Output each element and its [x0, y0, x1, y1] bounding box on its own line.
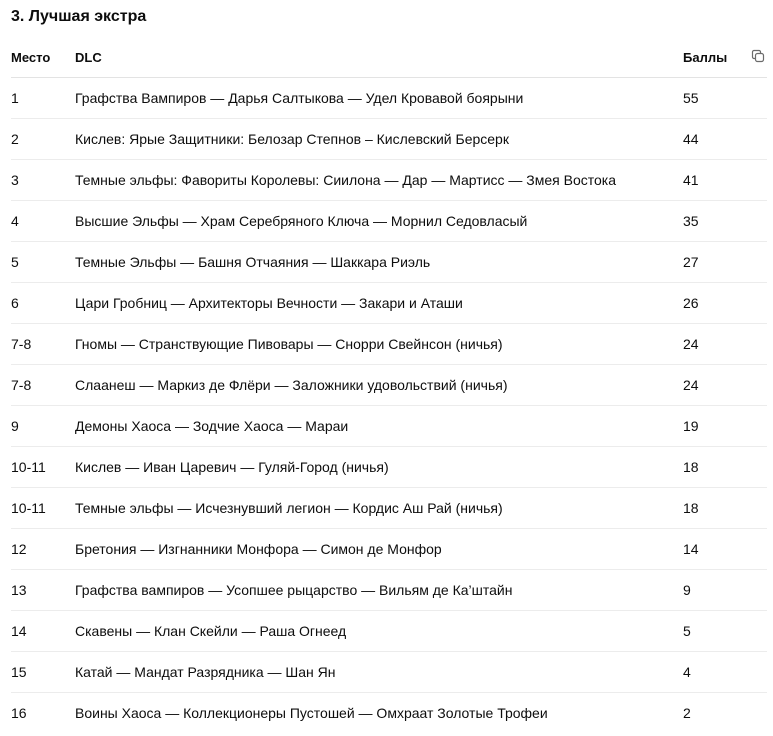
table-header-row — [11, 37, 767, 78]
table-row — [11, 201, 767, 242]
header-place: Место — [11, 37, 75, 78]
cell-points: 26 — [683, 283, 767, 324]
cell-points: 5 — [683, 611, 767, 652]
cell-dlc: Графства вампиров — Усопшее рыцарство — Вильям де Ка’штайн — [75, 570, 683, 611]
table-row — [11, 406, 767, 447]
table-row — [11, 324, 767, 365]
cell-place: 15 — [11, 652, 75, 693]
cell-dlc: Демоны Хаоса — Зодчие Хаоса — Мараи — [75, 406, 683, 447]
table-row — [11, 611, 767, 652]
cell-place: 9 — [11, 406, 75, 447]
table-row — [11, 652, 767, 693]
cell-place: 7-8 — [11, 365, 75, 406]
cell-dlc: Темные эльфы — Исчезнувший легион — Кордис Аш Рай (ничья) — [75, 488, 683, 529]
header-dlc: DLC — [75, 37, 683, 78]
cell-dlc: Кислев: Ярые Защитники: Белозар Степнов – Кислевский Берсерк — [75, 119, 683, 160]
cell-dlc: Скавены — Клан Скейли — Раша Огнеед — [75, 611, 683, 652]
table-row — [11, 570, 767, 611]
copy-icon[interactable] — [751, 49, 765, 63]
cell-points: 55 — [683, 78, 767, 119]
cell-dlc: Бретония — Изгнанники Монфора — Симон де Монфор — [75, 529, 683, 570]
cell-dlc: Цари Гробниц — Архитекторы Вечности — Закари и Аташи — [75, 283, 683, 324]
cell-points: 24 — [683, 324, 767, 365]
cell-place: 4 — [11, 201, 75, 242]
cell-points: 27 — [683, 242, 767, 283]
header-points — [683, 37, 767, 78]
cell-dlc: Катай — Мандат Разрядника — Шан Ян — [75, 652, 683, 693]
table-row — [11, 529, 767, 570]
cell-dlc: Гномы — Странствующие Пивовары — Снорри Свейнсон (ничья) — [75, 324, 683, 365]
cell-place: 10-11 — [11, 447, 75, 488]
cell-points: 18 — [683, 447, 767, 488]
cell-dlc: Темные эльфы: Фавориты Королевы: Сиилона — Дар — Мартисс — Змея Востока — [75, 160, 683, 201]
header-points-label: Баллы — [683, 49, 728, 65]
cell-dlc: Графства Вампиров — Дарья Салтыкова — Удел Кровавой боярыни — [75, 78, 683, 119]
table-row — [11, 78, 767, 119]
cell-points: 4 — [683, 652, 767, 693]
cell-place: 5 — [11, 242, 75, 283]
cell-points: 44 — [683, 119, 767, 160]
cell-dlc: Слаанеш — Маркиз де Флёри — Заложники удовольствий (ничья) — [75, 365, 683, 406]
cell-points: 2 — [683, 705, 691, 721]
cell-place: 7-8 — [11, 324, 75, 365]
cell-dlc: Темные Эльфы — Башня Отчаяния — Шаккара Риэль — [75, 242, 683, 283]
table-row — [11, 447, 767, 488]
table-row — [11, 488, 767, 529]
ranking-table-container — [11, 37, 767, 733]
ranking-table — [11, 37, 767, 733]
cell-place: 16 — [11, 705, 27, 721]
cell-points: 18 — [683, 488, 767, 529]
cell-place: 1 — [11, 78, 75, 119]
table-row — [11, 365, 767, 406]
table-row — [11, 119, 767, 160]
cell-points: 14 — [683, 529, 767, 570]
cell-place: 12 — [11, 529, 75, 570]
cell-points: 24 — [683, 365, 767, 406]
section-title: 3. Лучшая экстра — [11, 8, 147, 25]
cell-dlc: Кислев — Иван Царевич — Гуляй-Город (ничья) — [75, 447, 683, 488]
cell-dlc: Высшие Эльфы — Храм Серебряного Ключа — Морнил Седовласый — [75, 201, 683, 242]
cell-points: 19 — [683, 406, 767, 447]
cell-place: 10-11 — [11, 488, 75, 529]
table-row — [11, 693, 767, 734]
table-row — [11, 242, 767, 283]
cell-dlc: Воины Хаоса — Коллекционеры Пустошей — Омхраат Золотые Трофеи — [75, 705, 548, 721]
cell-place: 2 — [11, 119, 75, 160]
table-body — [11, 78, 767, 734]
cell-points: 35 — [683, 201, 767, 242]
table-header — [11, 37, 767, 78]
cell-place: 14 — [11, 611, 75, 652]
table-row — [11, 160, 767, 201]
cell-place: 3 — [11, 160, 75, 201]
cell-points: 9 — [683, 570, 767, 611]
cell-points: 41 — [683, 160, 767, 201]
cell-place: 13 — [11, 570, 75, 611]
table-row — [11, 283, 767, 324]
cell-place: 6 — [11, 283, 75, 324]
